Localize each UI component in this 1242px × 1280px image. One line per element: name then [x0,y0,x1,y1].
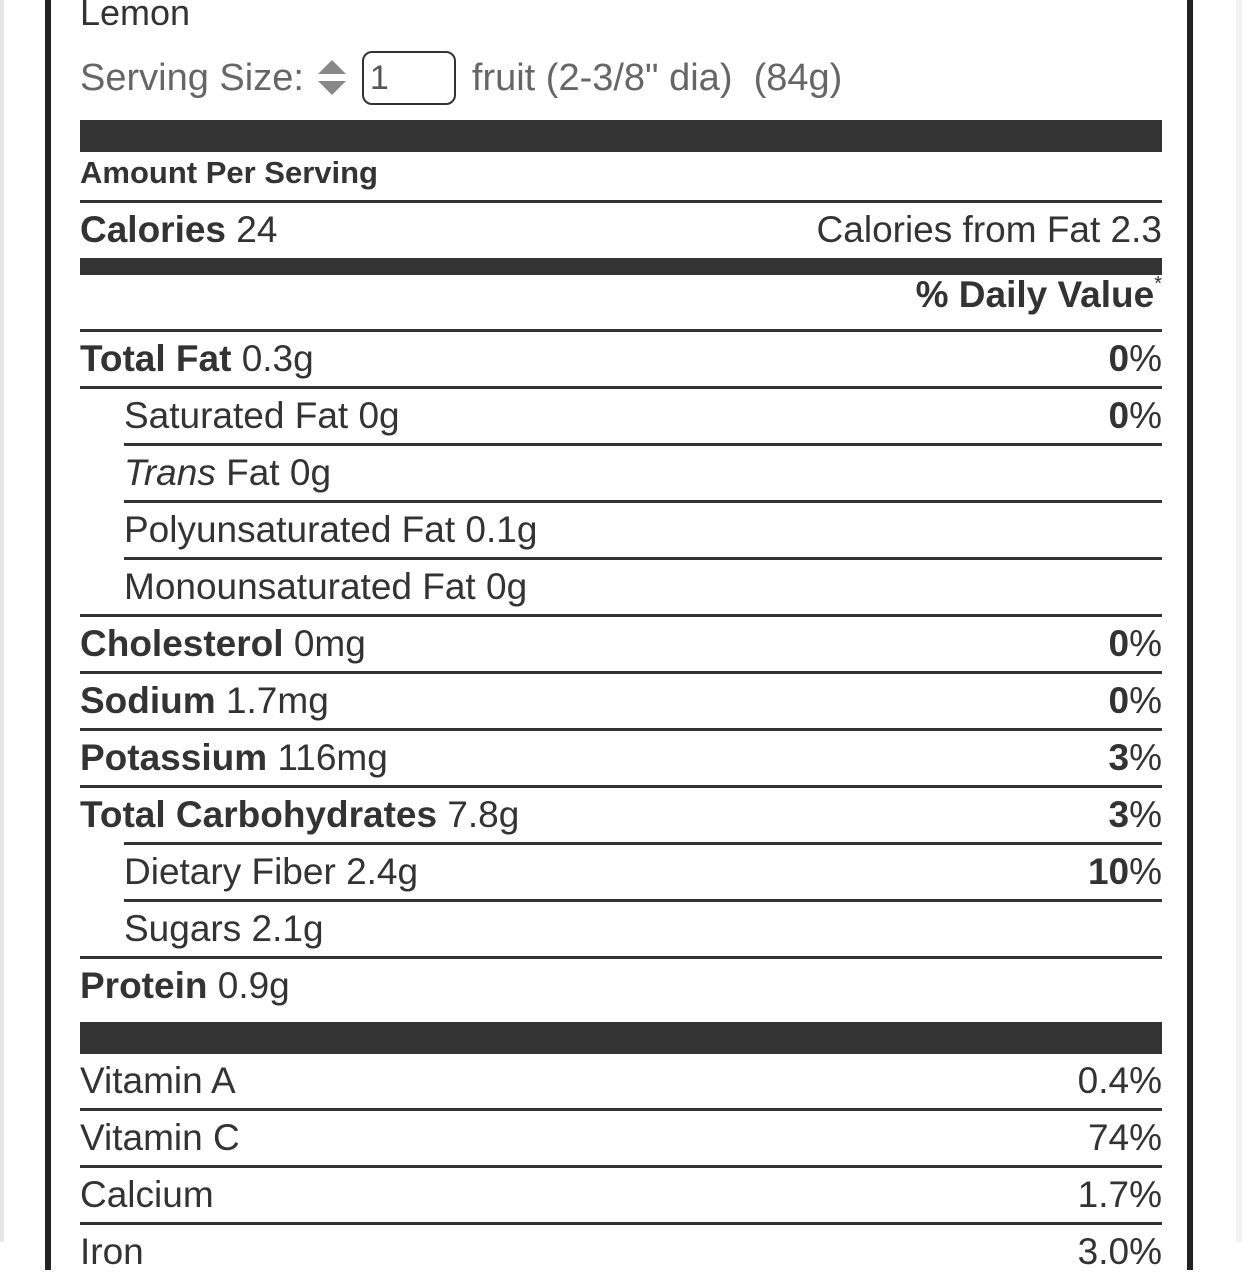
thick-divider-vitamins [80,1022,1162,1054]
nutrient-row-saturated-fat: Saturated Fat 0g 0% [124,395,1162,436]
nutrient-row-total-fat: Total Fat 0.3g 0% [80,338,1162,379]
nutrient-row-trans-fat: Trans Fat 0g [124,452,332,493]
calories-from-fat: Calories from Fat 2.3 [816,209,1162,250]
vitamin-row-vitamin-a: Vitamin A 0.4% [80,1060,1162,1101]
daily-value-label: % Daily Value [915,274,1155,315]
serving-size-label: Serving Size: [80,56,304,99]
nutrient-row-sugars: Sugars 2.1g [124,908,324,949]
calories-row [80,202,1162,258]
medium-divider [80,258,1162,275]
nutrient-row-dietary-fiber: Dietary Fiber 2.4g 10% [124,851,1162,892]
daily-value-footnote-mark: * [1154,272,1162,295]
serving-unit: fruit (2-3/8" dia) (84g) [471,56,843,99]
nutrient-row-potassium: Potassium 116mg 3% [80,737,1162,778]
calories-value: 24 [236,209,278,250]
page-edge-right [1236,0,1242,1242]
nutrient-row-cholesterol: Cholesterol 0mg 0% [80,623,1162,664]
vitamin-row-vitamin-c: Vitamin C 74% [80,1117,1162,1158]
nutrient-row-sodium: Sodium 1.7mg 0% [80,680,1162,721]
nutrient-row-protein: Protein 0.9g [80,965,290,1006]
nutrient-row-total-carbohydrates: Total Carbohydrates 7.8g 3% [80,794,1162,835]
food-name: Lemon [80,0,191,33]
nutrient-row-polyunsaturated-fat: Polyunsaturated Fat 0.1g [124,509,538,550]
vitamin-row-calcium: Calcium 1.7% [80,1174,1162,1215]
stepper-arrows-icon[interactable] [316,56,348,100]
amount-per-serving-label: Amount Per Serving [80,155,378,190]
serving-size-row [80,50,842,106]
thick-divider-top [80,120,1162,152]
page-edge-left [0,0,4,1242]
vitamin-row-iron: Iron 3.0% [80,1231,1162,1272]
nutrient-row-monounsaturated-fat: Monounsaturated Fat 0g [124,566,528,607]
calories-label: Calories [80,209,227,250]
serving-quantity-input[interactable] [362,51,456,105]
daily-value-header [80,274,1162,328]
